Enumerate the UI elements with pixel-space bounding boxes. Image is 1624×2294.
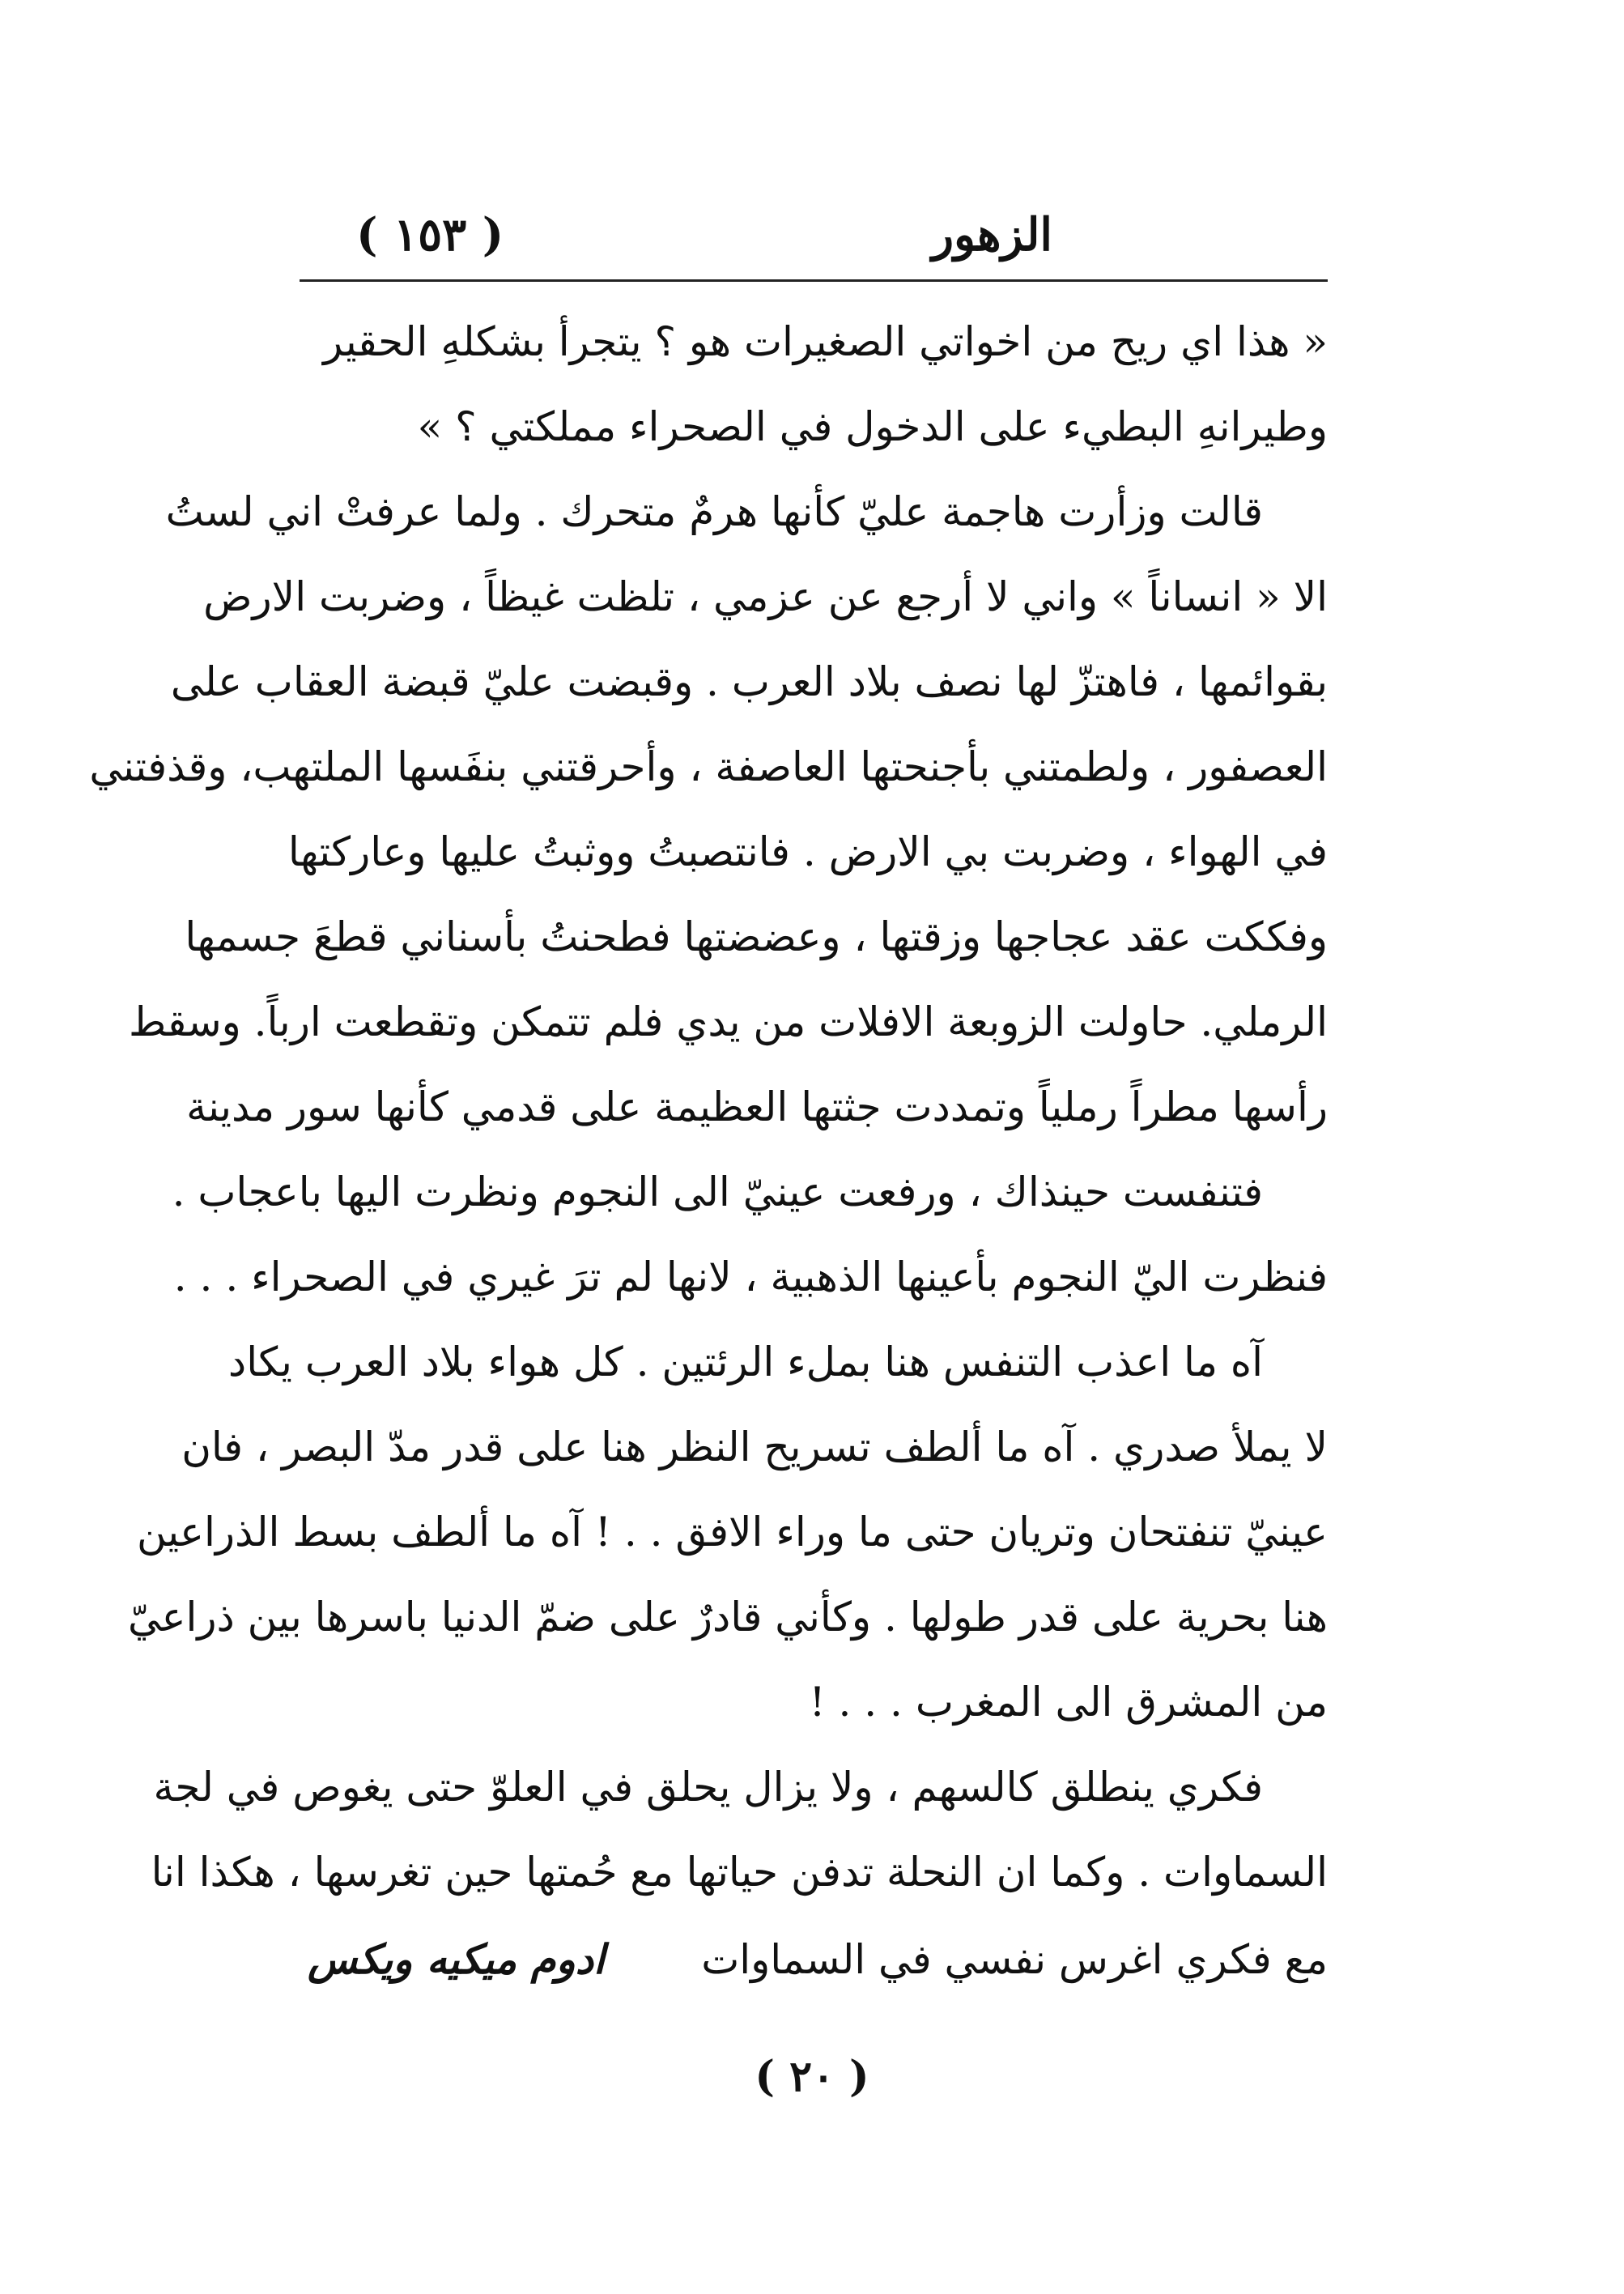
- last-text-line: مع فكري اغرس نفسي في السماوات: [701, 1936, 1328, 1983]
- closing-line: [300, 1915, 1328, 2004]
- text-line: هنا بحرية على قدر طولها . وكأني قادرٌ على ضمّ الدنيا باسرها بين ذراعيّ: [127, 1594, 1328, 1641]
- text-line: قالت وزأرت هاجمة عليّ كأنها هرمٌ متحرك . ولما عرفتْ اني لستُ: [165, 488, 1263, 535]
- header-page-number: ( ١٥٣ ): [356, 208, 504, 262]
- header-rule: [300, 279, 1328, 282]
- text-line: وفككت عقد عجاجها وزقتها ، وعضضتها فطحنتُ بأسناني قطعَ جسمها: [185, 913, 1328, 960]
- footer-page-number: ( ٢٠ ): [755, 2052, 869, 2101]
- text-line: « هذا اي ريح من اخواتي الصغيرات هو ؟ يتجرأ بشكلهِ الحقير: [323, 318, 1328, 365]
- body-text: [89, 300, 1328, 2004]
- running-title: الزهور: [931, 208, 1052, 262]
- text-line: فكري ينطلق كالسهم ، ولا يزال يحلق في العلوّ حتى يغوص في لجة: [153, 1764, 1263, 1811]
- text-line: وطيرانهِ البطيء على الدخول في الصحراء مملكتي ؟ »: [417, 403, 1328, 450]
- text-line: عينيّ تنفتحان وتريان حتى ما وراء الافق . . ! آه ما ألطف بسط الذراعين: [137, 1509, 1328, 1556]
- text-line: بقوائمها ، فاهتزّ لها نصف بلاد العرب . وقبضت عليّ قبضة العقاب على: [170, 658, 1328, 705]
- text-line: من المشرق الى المغرب . . . !: [809, 1679, 1328, 1726]
- text-line: الرملي. حاولت الزوبعة الافلات من يدي فلم تتمكن وتقطعت ارباً. وسقط: [128, 998, 1328, 1045]
- page-header: [300, 194, 1328, 275]
- text-line: رأسها مطراً رملياً وتمددت جثتها العظيمة على قدمي كأنها سور مدينة: [186, 1083, 1328, 1130]
- text-line: العصفور ، ولطمتني بأجنحتها العاصفة ، وأحرقتني بنفَسها الملتهب، وقذفتني: [89, 743, 1328, 790]
- text-line: السماوات . وكما ان النحلة تدفن حياتها مع حُمتها حين تغرسها ، هكذا انا: [151, 1849, 1328, 1896]
- text-line: في الهواء ، وضربت بي الارض . فانتصبتُ ووثبتُ عليها وعاركتها: [287, 828, 1328, 875]
- text-line: الا « انساناً » واني لا أرجع عن عزمي ، تلظت غيظاً ، وضربت الارض: [203, 573, 1328, 620]
- text-line: فنظرت اليّ النجوم بأعينها الذهبية ، لانها لم ترَ غيري في الصحراء . . .: [173, 1253, 1328, 1300]
- author-signature: ادوم ميكيه ويكس: [308, 1935, 605, 1983]
- text-line: لا يملأ صدري . آه ما ألطف تسريح النظر هنا على قدر مدّ البصر ، فان: [181, 1424, 1328, 1470]
- text-line: فتنفست حينذاك ، ورفعت عينيّ الى النجوم ونظرت اليها باعجاب .: [172, 1168, 1263, 1215]
- text-line: آه ما اعذب التنفس هنا بملء الرئتين . كل هواء بلاد العرب يكاد: [227, 1339, 1263, 1385]
